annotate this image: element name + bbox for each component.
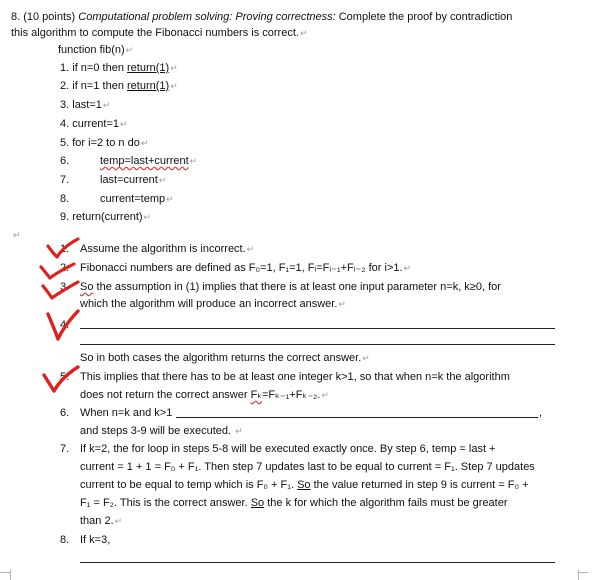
paragraph-mark-icon: ↵ [143, 212, 152, 222]
paragraph-mark-icon: ↵ [299, 28, 308, 38]
paragraph-mark-icon: ↵ [235, 426, 243, 436]
proof-step-7-line5: than 2.↵ [80, 515, 123, 527]
question-instruction: Complete the proof by contradiction [335, 11, 513, 23]
code-line-8-body: current=temp↵ [100, 193, 174, 205]
paragraph-mark-icon: ↵ [102, 100, 111, 110]
paragraph-mark-icon: ↵ [166, 194, 174, 204]
paragraph-mark-icon: ↵ [246, 244, 255, 254]
paragraph-mark-icon: ↵ [403, 263, 412, 273]
question-topic: Computational problem solving: Proving correctness: [78, 11, 336, 23]
proof-step-6: When n=k and k>1 [80, 407, 173, 419]
proof-step-7: If k=2, the for loop in steps 5-8 will be executed exactly once. By step 6, temp = last + [80, 443, 496, 455]
proof-step-2-number: 2. [60, 262, 70, 274]
paragraph-mark-icon: ↵ [338, 299, 346, 309]
proof-step-7-line2: current = 1 + 1 = F₀ + F₁. Then step 7 updates last to be equal to current = F₁. Step 7 updates [80, 461, 535, 473]
code-line-3: 3. last=1↵ [60, 99, 111, 111]
code-line-7-body: last=current↵ [100, 174, 167, 186]
proof-step-7-line4: F₁ = F₂. This is the correct answer. So the k for which the algorithm fails must be greater [80, 497, 508, 509]
proof-step-4-number: 4. [60, 319, 70, 331]
question-header-line2: this algorithm to compute the Fibonacci numbers is correct.↵ [11, 27, 308, 39]
proof-step-4-conclusion: So in both cases the algorithm returns the correct answer.↵ [80, 352, 370, 364]
answer-blank-line[interactable] [80, 562, 555, 563]
answer-blank-line[interactable] [80, 344, 555, 345]
code-line-2: 2. if n=1 then return(1)↵ [60, 80, 178, 92]
page-corner-mark [0, 572, 10, 573]
proof-step-7-number: 7. [60, 443, 70, 455]
check-mark-icon [40, 363, 84, 397]
paragraph-mark-icon: ↵ [158, 175, 167, 185]
proof-step-5: This implies that there has to be at least one integer k>1, so that when n=k the algorithm [80, 371, 510, 383]
paragraph-mark-icon: ↵ [321, 390, 329, 400]
answer-blank-line[interactable] [80, 328, 555, 329]
code-line-6-body: temp=last+current↵ [100, 155, 198, 167]
page-corner-mark [578, 570, 579, 580]
answer-blank-line[interactable] [176, 417, 538, 418]
code-function-line: function fib(n)↵ [58, 44, 134, 56]
page-corner-mark [578, 572, 588, 573]
proof-step-3-line2: which the algorithm will produce an incorrect answer.↵ [80, 298, 346, 310]
paragraph-mark-icon: ↵ [362, 353, 370, 363]
proof-step-8-number: 8. [60, 534, 70, 546]
proof-step-5-number: 5. [60, 371, 70, 383]
proof-step-7-line3: current to be equal to temp which is F₀ + F₁. So the value returned in step 9 is current = F₀ + [80, 479, 529, 491]
paragraph-mark-icon: ↵ [170, 81, 178, 91]
code-line-8: 8. [60, 193, 70, 205]
paragraph-mark-icon: ↵ [120, 119, 128, 129]
proof-step-3-number: 3. [60, 281, 70, 293]
code-line-5: 5. for i=2 to n do↵ [60, 137, 149, 149]
code-line-4: 4. current=1↵ [60, 118, 128, 130]
question-number-points: 8. (10 points) [11, 11, 79, 23]
check-mark-icon [40, 278, 82, 304]
proof-step-8: If k=3, [80, 534, 111, 546]
paragraph-mark-icon: ↵ [13, 230, 21, 240]
page-corner-mark [10, 570, 11, 580]
proof-step-6-line2: and steps 3-9 will be executed. ↵ [80, 425, 243, 437]
check-mark-icon [44, 308, 84, 344]
proof-step-6-comma: , [539, 407, 543, 419]
paragraph-mark-icon: ↵ [114, 516, 123, 526]
paragraph-mark-icon: ↵ [125, 45, 134, 55]
proof-step-5-line2: does not return the correct answer Fₖ=Fₖ₋₁+Fₖ₋₂.↵ [80, 389, 329, 401]
proof-step-6-number: 6. [60, 407, 70, 419]
code-line-1: 1. if n=0 then return(1)↵ [60, 62, 178, 74]
proof-step-2: Fibonacci numbers are defined as F₀=1, F₁=1, Fᵢ=Fᵢ₋₁+Fᵢ₋₂ for i>1.↵ [80, 262, 412, 274]
code-line-7: 7. [60, 174, 70, 186]
proof-step-3: So the assumption in (1) implies that there is at least one input parameter n=k, k≥0, for [80, 281, 501, 293]
paragraph-mark-icon: ↵ [189, 156, 198, 166]
paragraph-mark-icon: ↵ [140, 138, 149, 148]
question-header [11, 10, 512, 24]
code-line-6: 6. [60, 155, 70, 167]
proof-step-1-number: 1. [60, 243, 70, 255]
proof-step-1: Assume the algorithm is incorrect.↵ [80, 243, 255, 255]
code-line-9: 9. return(current)↵ [60, 211, 152, 223]
paragraph-mark-icon: ↵ [170, 63, 178, 73]
empty-paragraph [12, 228, 21, 242]
